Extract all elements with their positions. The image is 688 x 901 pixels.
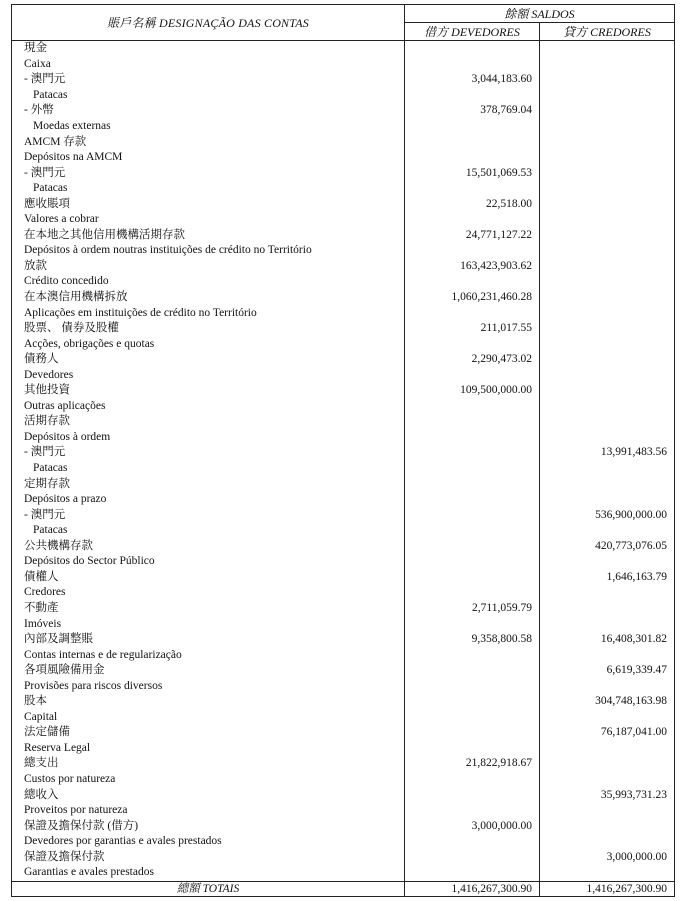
credit-value [540,336,675,352]
credit-value [540,243,675,259]
debit-value [405,367,540,383]
credit-header: 貸方 CREDORES [540,23,675,41]
account-name: 放款 [12,259,405,275]
credit-value: 3,000,000.00 [540,849,675,865]
table-row [12,336,675,352]
account-name: Reserva Legal [12,741,405,757]
credit-value [540,196,675,212]
debit-value [405,554,540,570]
credit-value: 16,408,301.82 [540,632,675,648]
credit-value [540,290,675,306]
table-row [12,834,675,850]
credit-value [540,865,675,881]
table-row [12,523,675,539]
table-row [12,710,675,726]
table-row [12,367,675,383]
account-name: 定期存款 [12,476,405,492]
ledger-table [11,4,675,897]
debit-value [405,741,540,757]
debit-value [405,710,540,726]
account-name: 不動產 [12,601,405,617]
debit-value [405,834,540,850]
table-row [12,88,675,104]
account-name: 應收賬項 [12,196,405,212]
debit-value: 3,000,000.00 [405,818,540,834]
table-row [12,399,675,415]
account-name: 法定儲備 [12,725,405,741]
credit-value [540,430,675,446]
credit-value: 6,619,339.47 [540,663,675,679]
account-name: Capital [12,710,405,726]
debit-value [405,663,540,679]
debit-value [405,585,540,601]
account-name: 總收入 [12,787,405,803]
table-row [12,352,675,368]
account-name: 活期存款 [12,414,405,430]
table-row [12,849,675,865]
credit-value [540,88,675,104]
table-row [12,772,675,788]
debit-value [405,414,540,430]
credit-value [540,741,675,757]
account-designation-header: 賬戶名稱 DESIGNAÇÃO DAS CONTAS [12,5,405,41]
debit-value: 22,518.00 [405,196,540,212]
balance-sheet [11,4,674,897]
table-row [12,725,675,741]
debit-value [405,57,540,73]
account-name: Moedas externas [12,119,405,135]
credit-value: 76,187,041.00 [540,725,675,741]
table-footer [12,881,675,896]
debit-value [405,336,540,352]
table-row [12,554,675,570]
table-row [12,383,675,399]
credit-value [540,212,675,228]
table-row [12,647,675,663]
table-row [12,290,675,306]
credit-value [540,647,675,663]
credit-value [540,150,675,166]
credit-value [540,399,675,415]
debit-value [405,212,540,228]
table-header [12,5,675,41]
table-row [12,321,675,337]
account-name: 股票、 債券及股權 [12,321,405,337]
table-row [12,165,675,181]
debit-value [405,476,540,492]
credit-value [540,554,675,570]
table-row [12,818,675,834]
table-row [12,414,675,430]
credit-value: 35,993,731.23 [540,787,675,803]
account-name: Patacas [12,181,405,197]
table-row [12,678,675,694]
debit-value: 211,017.55 [405,321,540,337]
account-name: 現金 [12,41,405,57]
table-row [12,274,675,290]
debit-value [405,725,540,741]
account-name: Depósitos à ordem [12,430,405,446]
account-name: 股本 [12,694,405,710]
account-name: Caixa [12,57,405,73]
account-name: - 澳門元 [12,507,405,523]
table-row [12,694,675,710]
debit-value [405,787,540,803]
debit-value [405,694,540,710]
table-row [12,585,675,601]
credit-value [540,461,675,477]
debit-value: 378,769.04 [405,103,540,119]
debit-value [405,305,540,321]
account-name: Patacas [12,461,405,477]
table-row [12,150,675,166]
account-name: 其他投資 [12,383,405,399]
account-name: 保證及擔保付款 [12,849,405,865]
credit-value: 304,748,163.98 [540,694,675,710]
table-row [12,41,675,57]
debit-value [405,430,540,446]
table-row [12,134,675,150]
totals-row [12,881,675,896]
debit-value [405,539,540,555]
credit-value [540,414,675,430]
account-name: 債權人 [12,570,405,586]
account-name: Custos por natureza [12,772,405,788]
debit-value [405,849,540,865]
account-name: Valores a cobrar [12,212,405,228]
account-name: Depósitos na AMCM [12,150,405,166]
debit-value [405,274,540,290]
table-row [12,570,675,586]
debit-value [405,88,540,104]
credit-value [540,165,675,181]
debit-value [405,399,540,415]
debit-value [405,647,540,663]
account-name: Depósitos a prazo [12,492,405,508]
account-name: 在本澳信用機構拆放 [12,290,405,306]
credit-value [540,119,675,135]
credit-value [540,803,675,819]
credit-value [540,181,675,197]
account-name: Provisões para riscos diversos [12,678,405,694]
table-row [12,803,675,819]
debit-value [405,119,540,135]
credit-value [540,367,675,383]
account-name: Depósitos à ordem noutras instituições de crédito no Território [12,243,405,259]
table-row [12,196,675,212]
account-name: - 外幣 [12,103,405,119]
credit-value [540,585,675,601]
table-row [12,430,675,446]
credit-value [540,305,675,321]
credit-value [540,616,675,632]
account-name: 保證及擔保付款 (借方) [12,818,405,834]
account-name: - 澳門元 [12,445,405,461]
debit-value [405,616,540,632]
debit-value [405,803,540,819]
credit-value [540,678,675,694]
debit-header: 借方 DEVEDORES [405,23,540,41]
debit-value [405,772,540,788]
debit-value [405,243,540,259]
totals-label: 總額 TOTAIS [12,881,405,896]
debit-value [405,678,540,694]
debit-value [405,150,540,166]
debit-value [405,461,540,477]
credit-value [540,772,675,788]
account-name: 總支出 [12,756,405,772]
debit-value: 1,060,231,460.28 [405,290,540,306]
debit-value [405,507,540,523]
debit-value [405,523,540,539]
table-row [12,181,675,197]
table-row [12,865,675,881]
credit-value [540,818,675,834]
credit-value [540,57,675,73]
table-row [12,756,675,772]
table-row [12,259,675,275]
debit-value [405,492,540,508]
debit-value: 24,771,127.22 [405,228,540,244]
table-row [12,103,675,119]
debit-value [405,570,540,586]
table-row [12,492,675,508]
credit-value [540,756,675,772]
credit-value [540,476,675,492]
account-name: Proveitos por natureza [12,803,405,819]
credit-value [540,523,675,539]
credit-value [540,383,675,399]
credit-value [540,352,675,368]
credit-value [540,72,675,88]
debit-value: 3,044,183.60 [405,72,540,88]
credit-value: 1,646,163.79 [540,570,675,586]
totals-debit: 1,416,267,300.90 [405,881,540,896]
account-name: Devedores por garantias e avales prestados [12,834,405,850]
debit-value: 2,711,059.79 [405,601,540,617]
credit-value: 536,900,000.00 [540,507,675,523]
account-name: Devedores [12,367,405,383]
totals-credit: 1,416,267,300.90 [540,881,675,896]
account-name: 在本地之其他信用機構活期存款 [12,228,405,244]
table-row [12,616,675,632]
account-name: Patacas [12,523,405,539]
debit-value: 163,423,903.62 [405,259,540,275]
account-name: Outras aplicações [12,399,405,415]
credit-value [540,41,675,57]
table-row [12,601,675,617]
debit-value [405,134,540,150]
debit-value: 21,822,918.67 [405,756,540,772]
credit-value [540,601,675,617]
table-row [12,57,675,73]
account-name: 公共機構存款 [12,539,405,555]
account-name: - 澳門元 [12,72,405,88]
account-name: Contas internas e de regularização [12,647,405,663]
table-row [12,663,675,679]
debit-value [405,181,540,197]
debit-value [405,41,540,57]
account-name: 內部及調整賬 [12,632,405,648]
credit-value [540,321,675,337]
debit-value: 15,501,069.53 [405,165,540,181]
credit-value [540,274,675,290]
account-name: Depósitos do Sector Público [12,554,405,570]
credit-value [540,228,675,244]
table-row [12,72,675,88]
debit-value: 9,358,800.58 [405,632,540,648]
table-row [12,476,675,492]
account-name: Crédito concedido [12,274,405,290]
table-row [12,119,675,135]
credit-value [540,834,675,850]
account-name: Garantias e avales prestados [12,865,405,881]
ledger-body [12,41,675,882]
table-row [12,305,675,321]
credit-value: 420,773,076.05 [540,539,675,555]
credit-value [540,134,675,150]
account-name: 各項風險備用金 [12,663,405,679]
table-row [12,445,675,461]
account-name: 債務人 [12,352,405,368]
table-row [12,507,675,523]
account-name: Acções, obrigações e quotas [12,336,405,352]
table-row [12,243,675,259]
credit-value [540,492,675,508]
account-name: - 澳門元 [12,165,405,181]
balances-header: 餘額 SALDOS [405,5,675,23]
debit-value: 2,290,473.02 [405,352,540,368]
table-row [12,228,675,244]
table-row [12,741,675,757]
debit-value [405,865,540,881]
account-name: AMCM 存款 [12,134,405,150]
table-row [12,632,675,648]
credit-value [540,710,675,726]
debit-value: 109,500,000.00 [405,383,540,399]
table-row [12,212,675,228]
credit-value: 13,991,483.56 [540,445,675,461]
account-name: Aplicações em instituições de crédito no Território [12,305,405,321]
credit-value [540,259,675,275]
credit-value [540,103,675,119]
account-name: Credores [12,585,405,601]
table-row [12,461,675,477]
table-row [12,539,675,555]
account-name: Patacas [12,88,405,104]
debit-value [405,445,540,461]
table-row [12,787,675,803]
account-name: Imóveis [12,616,405,632]
